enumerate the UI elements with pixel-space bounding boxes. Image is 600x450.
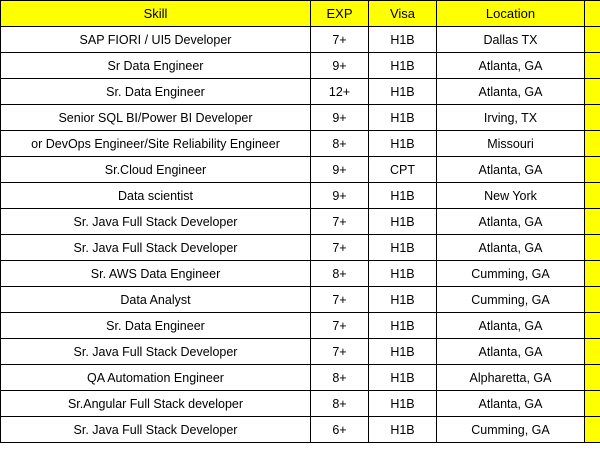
table-row[interactable] (1, 391, 600, 417)
cell-skill[interactable]: Sr.Angular Full Stack developer (1, 391, 311, 417)
table-row[interactable] (1, 53, 600, 79)
cell-exp[interactable]: 9+ (311, 157, 369, 183)
cell-extra[interactable] (585, 313, 600, 339)
table-header (1, 1, 600, 27)
cell-skill[interactable]: Sr. Data Engineer (1, 79, 311, 105)
table-row[interactable] (1, 339, 600, 365)
table-row[interactable] (1, 287, 600, 313)
cell-visa[interactable]: H1B (369, 79, 437, 105)
cell-location[interactable]: Cumming, GA (437, 417, 585, 443)
cell-extra[interactable] (585, 391, 600, 417)
cell-skill[interactable]: Sr. Java Full Stack Developer (1, 209, 311, 235)
cell-skill[interactable]: Sr. Java Full Stack Developer (1, 339, 311, 365)
cell-visa[interactable]: H1B (369, 287, 437, 313)
cell-exp[interactable]: 9+ (311, 53, 369, 79)
column-header-location[interactable]: Location (437, 1, 585, 27)
cell-extra[interactable] (585, 27, 600, 53)
table-row[interactable] (1, 209, 600, 235)
cell-location[interactable]: Atlanta, GA (437, 235, 585, 261)
table-row[interactable] (1, 417, 600, 443)
cell-extra[interactable] (585, 105, 600, 131)
table-row[interactable] (1, 105, 600, 131)
cell-skill[interactable]: Data Analyst (1, 287, 311, 313)
cell-skill[interactable]: Senior SQL BI/Power BI Developer (1, 105, 311, 131)
cell-skill[interactable]: SAP FIORI / UI5 Developer (1, 27, 311, 53)
cell-visa[interactable]: CPT (369, 157, 437, 183)
cell-location[interactable]: Atlanta, GA (437, 339, 585, 365)
table-row[interactable] (1, 261, 600, 287)
column-header-exp[interactable]: EXP (311, 1, 369, 27)
column-header-visa[interactable]: Visa (369, 1, 437, 27)
cell-skill[interactable]: Sr. AWS Data Engineer (1, 261, 311, 287)
cell-extra[interactable] (585, 209, 600, 235)
cell-visa[interactable]: H1B (369, 235, 437, 261)
cell-visa[interactable]: H1B (369, 53, 437, 79)
column-header-skill[interactable]: Skill (1, 1, 311, 27)
table-body (1, 27, 600, 443)
cell-visa[interactable]: H1B (369, 131, 437, 157)
cell-exp[interactable]: 7+ (311, 313, 369, 339)
header-row (1, 1, 600, 27)
cell-location[interactable]: Cumming, GA (437, 287, 585, 313)
cell-skill[interactable]: Data scientist (1, 183, 311, 209)
cell-extra[interactable] (585, 131, 600, 157)
cell-exp[interactable]: 8+ (311, 261, 369, 287)
cell-extra[interactable] (585, 235, 600, 261)
table-row[interactable] (1, 131, 600, 157)
cell-skill[interactable]: Sr.Cloud Engineer (1, 157, 311, 183)
table-row[interactable] (1, 79, 600, 105)
table-row[interactable] (1, 157, 600, 183)
cell-location[interactable]: Atlanta, GA (437, 391, 585, 417)
cell-extra[interactable] (585, 287, 600, 313)
cell-exp[interactable]: 6+ (311, 417, 369, 443)
cell-visa[interactable]: H1B (369, 391, 437, 417)
cell-visa[interactable]: H1B (369, 365, 437, 391)
table-row[interactable] (1, 183, 600, 209)
cell-exp[interactable]: 8+ (311, 391, 369, 417)
cell-extra[interactable] (585, 183, 600, 209)
cell-extra[interactable] (585, 417, 600, 443)
cell-visa[interactable]: H1B (369, 313, 437, 339)
cell-location[interactable]: Alpharetta, GA (437, 365, 585, 391)
cell-exp[interactable]: 9+ (311, 183, 369, 209)
cell-visa[interactable]: H1B (369, 105, 437, 131)
cell-visa[interactable]: H1B (369, 209, 437, 235)
cell-visa[interactable]: H1B (369, 339, 437, 365)
cell-extra[interactable] (585, 157, 600, 183)
cell-location[interactable]: Atlanta, GA (437, 157, 585, 183)
cell-location[interactable]: Atlanta, GA (437, 79, 585, 105)
cell-exp[interactable]: 7+ (311, 339, 369, 365)
cell-extra[interactable] (585, 53, 600, 79)
cell-location[interactable]: Dallas TX (437, 27, 585, 53)
cell-exp[interactable]: 8+ (311, 365, 369, 391)
cell-skill[interactable]: Sr. Java Full Stack Developer (1, 417, 311, 443)
cell-extra[interactable] (585, 365, 600, 391)
table-row[interactable] (1, 235, 600, 261)
cell-skill[interactable]: QA Automation Engineer (1, 365, 311, 391)
cell-location[interactable]: Cumming, GA (437, 261, 585, 287)
cell-exp[interactable]: 7+ (311, 235, 369, 261)
cell-visa[interactable]: H1B (369, 417, 437, 443)
cell-exp[interactable]: 8+ (311, 131, 369, 157)
cell-location[interactable]: Irving, TX (437, 105, 585, 131)
cell-location[interactable]: Atlanta, GA (437, 313, 585, 339)
table-row[interactable] (1, 27, 600, 53)
cell-skill[interactable]: Sr Data Engineer (1, 53, 311, 79)
cell-skill[interactable]: or DevOps Engineer/Site Reliability Engineer (1, 131, 311, 157)
cell-exp[interactable]: 7+ (311, 209, 369, 235)
cell-skill[interactable]: Sr. Java Full Stack Developer (1, 235, 311, 261)
cell-extra[interactable] (585, 79, 600, 105)
cell-exp[interactable]: 7+ (311, 287, 369, 313)
cell-exp[interactable]: 9+ (311, 105, 369, 131)
cell-skill[interactable]: Sr. Data Engineer (1, 313, 311, 339)
cell-visa[interactable]: H1B (369, 27, 437, 53)
cell-location[interactable]: Atlanta, GA (437, 53, 585, 79)
cell-visa[interactable]: H1B (369, 261, 437, 287)
table-row[interactable] (1, 365, 600, 391)
column-header-extra[interactable] (585, 1, 600, 27)
cell-exp[interactable]: 12+ (311, 79, 369, 105)
cell-exp[interactable]: 7+ (311, 27, 369, 53)
cell-visa[interactable]: H1B (369, 183, 437, 209)
cell-location[interactable]: New York (437, 183, 585, 209)
cell-location[interactable]: Atlanta, GA (437, 209, 585, 235)
cell-location[interactable]: Missouri (437, 131, 585, 157)
cell-extra[interactable] (585, 261, 600, 287)
cell-extra[interactable] (585, 339, 600, 365)
table-row[interactable] (1, 313, 600, 339)
